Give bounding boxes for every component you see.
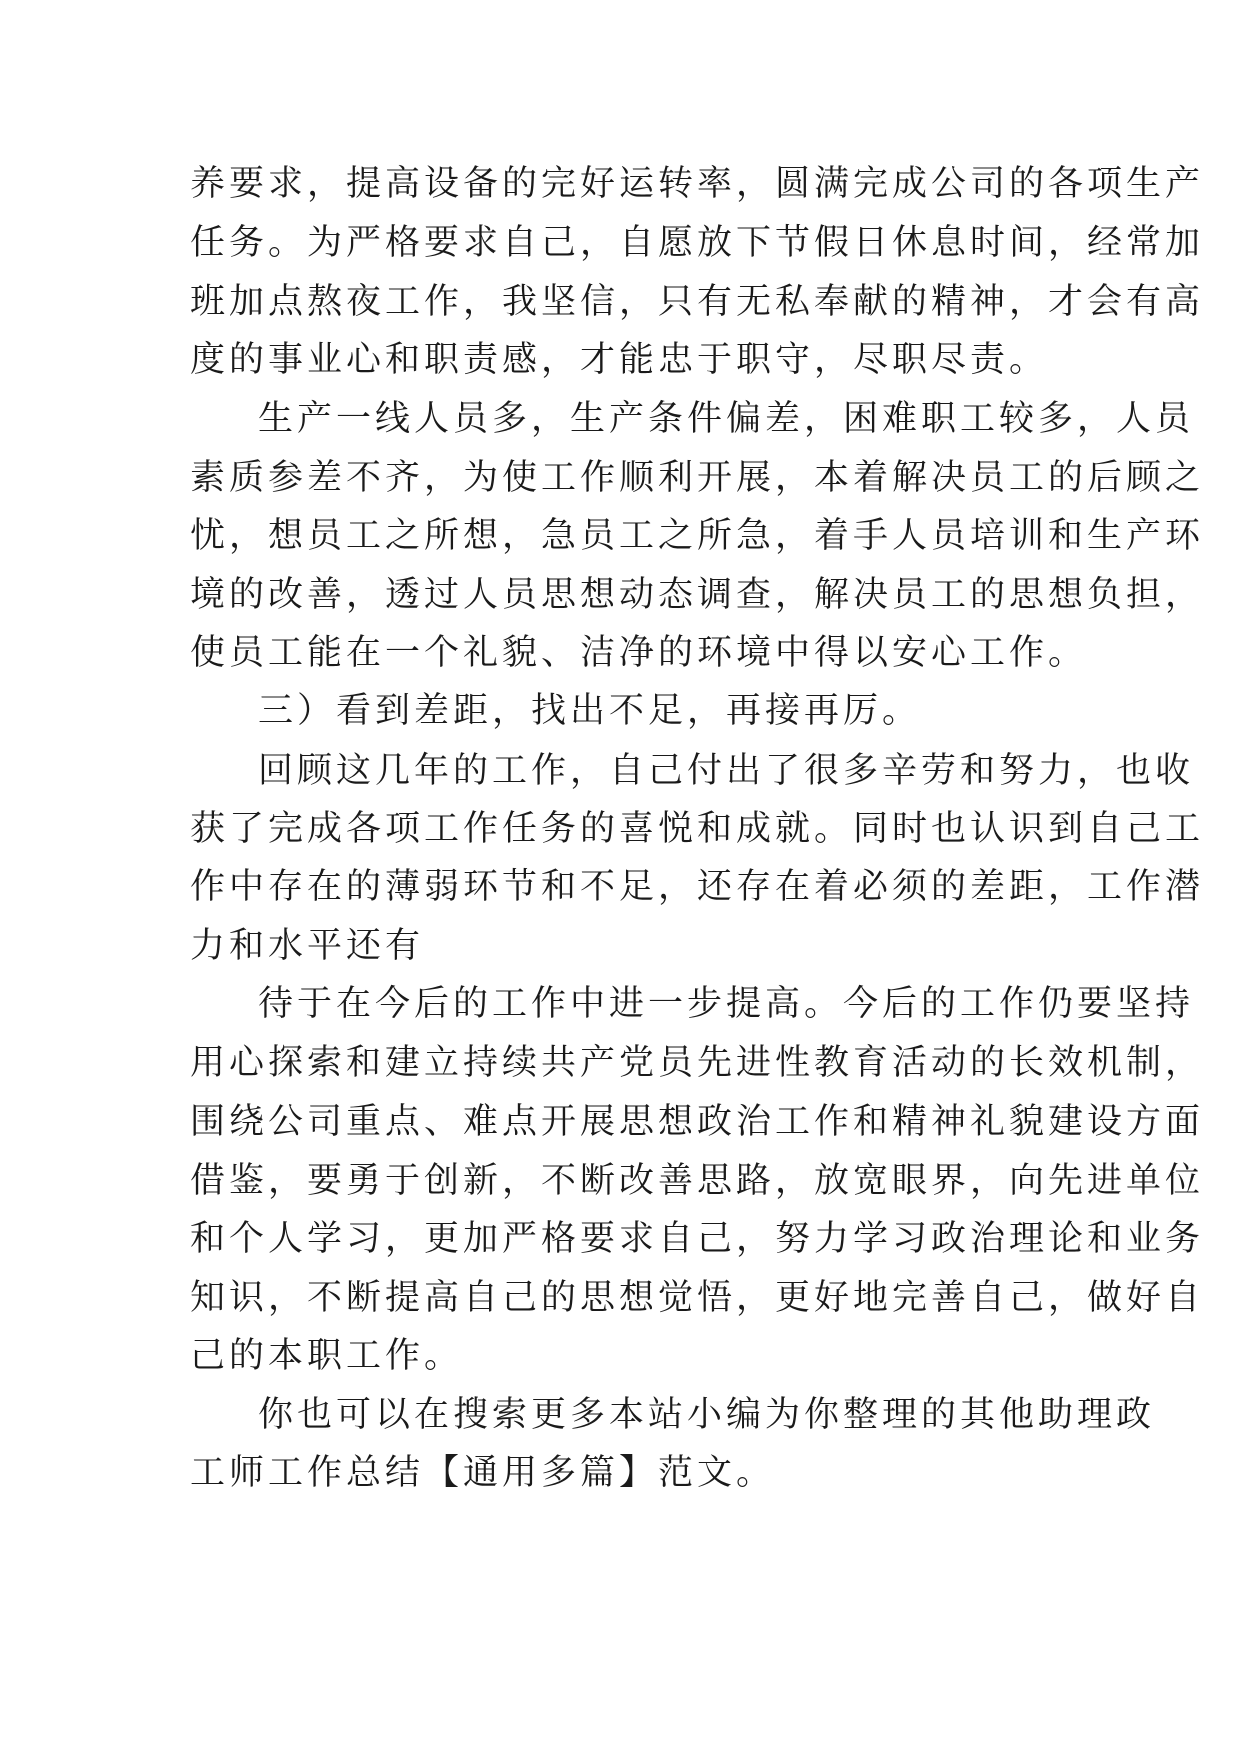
paragraph-line: 回顾这几年的工作，自己付出了很多辛劳和努力，也收 bbox=[258, 751, 1195, 791]
paragraph-line: 忧，想员工之所想，急员工之所急，着手人员培训和生产环 bbox=[190, 516, 1205, 556]
paragraph-line: 借鉴，要勇于创新，不断改善思路，放宽眼界，向先进单位 bbox=[190, 1161, 1205, 1201]
paragraph-line: 境的改善，透过人员思想动态调查，解决员工的思想负担， bbox=[190, 575, 1205, 615]
paragraph-line: 己的本职工作。 bbox=[190, 1336, 464, 1376]
paragraph-line: 待于在今后的工作中进一步提高。今后的工作仍要坚持 bbox=[258, 984, 1195, 1024]
paragraph-line: 力和水平还有 bbox=[190, 926, 425, 966]
paragraph-line: 获了完成各项工作任务的喜悦和成就。同时也认识到自己工 bbox=[190, 809, 1205, 849]
paragraph-line: 你也可以在搜索更多本站小编为你整理的其他助理政 bbox=[258, 1395, 1156, 1435]
paragraph-line: 作中存在的薄弱环节和不足，还存在着必须的差距，工作潜 bbox=[190, 867, 1205, 907]
paragraph-line: 任务。为严格要求自己，自愿放下节假日休息时间，经常加 bbox=[190, 223, 1205, 263]
paragraph-line: 度的事业心和职责感，才能忠于职守，尽职尽责。 bbox=[190, 340, 1049, 380]
paragraph-line: 和个人学习，更加严格要求自己，努力学习政治理论和业务 bbox=[190, 1219, 1205, 1259]
paragraph-line: 班加点熬夜工作，我坚信，只有无私奉献的精神，才会有高 bbox=[190, 282, 1205, 322]
paragraph-line: 养要求，提高设备的完好运转率，圆满完成公司的各项生产 bbox=[190, 164, 1205, 204]
paragraph-line: 素质参差不齐，为使工作顺利开展，本着解决员工的后顾之 bbox=[190, 458, 1205, 498]
section-heading: 三）看到差距，找出不足，再接再厉。 bbox=[258, 691, 922, 731]
paragraph-line: 围绕公司重点、难点开展思想政治工作和精神礼貌建设方面 bbox=[190, 1102, 1205, 1142]
paragraph-line: 生产一线人员多，生产条件偏差，困难职工较多，人员 bbox=[258, 399, 1195, 439]
paragraph-line: 工师工作总结【通用多篇】范文。 bbox=[190, 1453, 776, 1493]
paragraph-line: 使员工能在一个礼貌、洁净的环境中得以安心工作。 bbox=[190, 633, 1088, 673]
paragraph-line: 知识，不断提高自己的思想觉悟，更好地完善自己，做好自 bbox=[190, 1278, 1205, 1318]
paragraph-line: 用心探索和建立持续共产党员先进性教育活动的长效机制， bbox=[190, 1043, 1205, 1083]
